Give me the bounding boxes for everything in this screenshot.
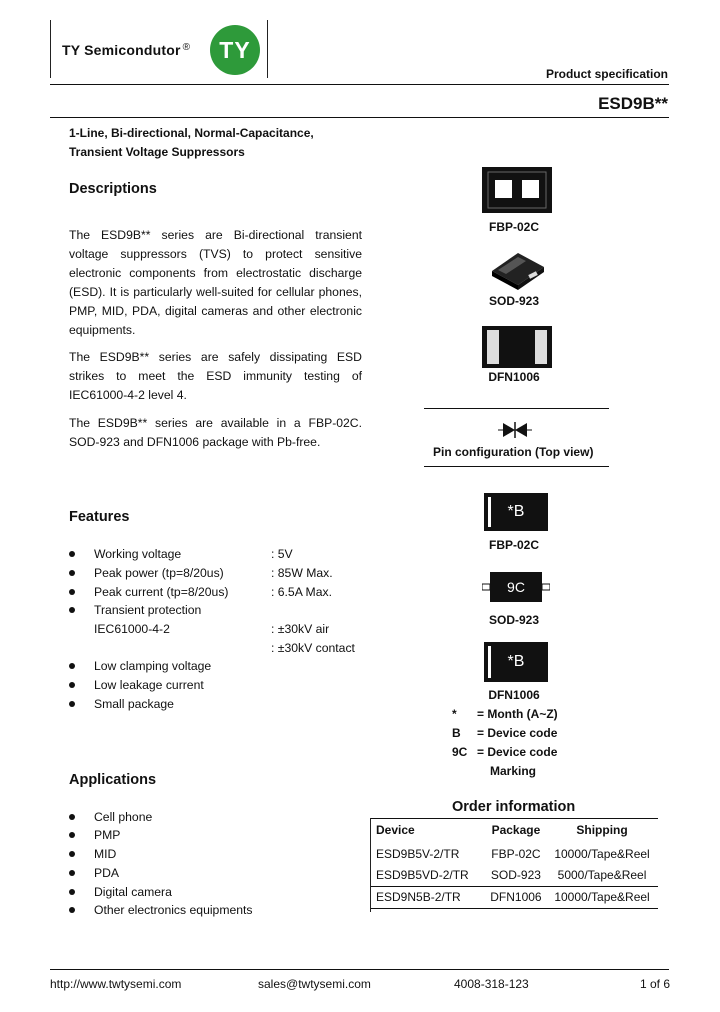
bullet-icon: [69, 682, 75, 688]
table-row: [370, 887, 658, 909]
application-item: Digital camera: [94, 885, 172, 899]
header-left-divider: [50, 20, 51, 78]
bullet-icon: [69, 570, 75, 576]
package-cell: FBP-02C: [491, 847, 541, 861]
header-rule-2: [50, 117, 669, 118]
bullet-icon: [69, 870, 75, 876]
legend-description: = Device code: [477, 745, 558, 759]
bullet-icon: [69, 551, 75, 557]
order-table-left-border: [370, 818, 371, 912]
legend-description: = Device code: [477, 726, 558, 740]
dfn-marking-code: *B: [507, 653, 525, 670]
feature-label: Low leakage current: [94, 678, 204, 692]
applications-heading: Applications: [69, 772, 157, 788]
bidirectional-tvs-symbol-icon: [498, 420, 532, 440]
device-cell: ESD9B5VD-2/TR: [376, 868, 469, 882]
application-item: PDA: [94, 866, 120, 880]
feature-label: Transient protection: [94, 603, 202, 617]
legend-symbol: B: [452, 726, 461, 740]
bullet-icon: [69, 889, 75, 895]
footer-email-link[interactable]: sales@twtysemi.com: [258, 977, 371, 991]
feature-label: Low clamping voltage: [94, 659, 212, 673]
shipping-cell: 5000/Tape&Reel: [557, 868, 647, 882]
fbp-02c-marking-label: FBP-02C: [488, 538, 539, 552]
dfn1006-marking-label: DFN1006: [488, 688, 540, 702]
brand-text: TY Semicondutor: [62, 42, 181, 58]
feature-label: Small package: [94, 697, 174, 711]
legend-description: = Month (A~Z): [477, 707, 558, 721]
dfn1006-marking-box: [484, 642, 548, 682]
marking-caption: Marking: [490, 764, 537, 778]
features-heading: Features: [69, 509, 130, 525]
sod-marking-code: 9C: [507, 579, 525, 595]
fbp-02c-package-icon: [482, 167, 552, 213]
application-item: MID: [94, 847, 117, 861]
feature-label: Working voltage: [94, 547, 182, 561]
bullet-icon: [69, 663, 75, 669]
sod-923-label: SOD-923: [488, 294, 540, 308]
description-paragraph-1: The ESD9B** series are Bi-directional transient voltage suppressors (TVS) to protect sensitive electronic components from electrostatic discharge (ESD). It is particularly well-suited for cellular phones, PMP, MID, PDA, digital cameras and other electronic equipments.: [69, 228, 362, 337]
pin-config-bottom-rule: [424, 466, 609, 467]
descriptions-heading: Descriptions: [69, 181, 157, 197]
fbp-02c-marking-box: [484, 493, 548, 531]
feature-value: : 5V: [271, 547, 293, 561]
sod-923-package-icon: [488, 245, 548, 291]
pin-config-top-rule: [424, 408, 609, 409]
column-header-device: Device: [376, 823, 415, 837]
column-header-package: Package: [491, 823, 541, 837]
legend-symbol: *: [452, 707, 457, 721]
feature-value: : 85W Max.: [271, 566, 333, 580]
package-cell: SOD-923: [490, 868, 541, 882]
registered-mark: ®: [182, 42, 191, 53]
bullet-icon: [69, 589, 75, 595]
device-cell: ESD9B5V-2/TR: [376, 847, 460, 861]
bullet-icon: [69, 851, 75, 857]
footer-website-link[interactable]: http://www.twtysemi.com: [50, 977, 182, 991]
package-cell: DFN1006: [490, 890, 542, 904]
fbp-marking-code: *B: [507, 503, 525, 520]
table-row: [370, 865, 658, 887]
table-row: [370, 844, 658, 865]
footer-rule: [50, 969, 669, 970]
description-paragraph-3: The ESD9B** series are available in a FBP-02C. SOD-923 and DFN1006 package with Pb-free.: [69, 416, 362, 449]
application-item: PMP: [94, 828, 121, 842]
logo-text: TY: [219, 37, 251, 63]
legend-symbol: 9C: [452, 745, 468, 759]
feature-label: Peak current (tp=8/20us): [94, 585, 229, 599]
column-header-shipping: Shipping: [576, 823, 628, 837]
feature-label: Peak power (tp=8/20us): [94, 566, 224, 580]
application-item: Other electronics equipments: [94, 903, 253, 917]
header-right-divider: [267, 20, 268, 78]
product-spec-label: Product specification: [545, 67, 668, 81]
description-paragraph-2: The ESD9B** series are safely dissipating ESD strikes to meet the ESD immunity testing of IEC61000-4-2 level 4.: [69, 350, 362, 402]
order-table: [370, 818, 658, 909]
feature-value: : 6.5A Max.: [271, 585, 332, 599]
dfn1006-package-icon: [482, 326, 552, 368]
fbp-02c-label: FBP-02C: [488, 220, 539, 234]
feature-value: : ±30kV air: [271, 622, 330, 636]
order-info-heading: Order information: [452, 799, 576, 815]
bullet-icon: [69, 814, 75, 820]
dfn1006-label: DFN1006: [488, 370, 540, 384]
company-logo: [210, 25, 260, 75]
application-item: Cell phone: [94, 810, 153, 824]
bullet-icon: [69, 607, 75, 613]
shipping-cell: 10000/Tape&Reel: [554, 890, 650, 904]
feature-label: IEC61000-4-2: [94, 622, 170, 636]
bullet-icon: [69, 907, 75, 913]
footer-phone: 4008-318-123: [454, 977, 529, 991]
subtitle-line1: 1-Line, Bi-directional, Normal-Capacitance,: [69, 126, 314, 140]
brand-name: [62, 42, 190, 58]
bullet-icon: [69, 832, 75, 838]
sod-923-marking-label: SOD-923: [488, 613, 540, 627]
footer-page-number: 1 of 6: [640, 977, 671, 991]
feature-value: : ±30kV contact: [271, 641, 355, 655]
pin-config-caption: Pin configuration (Top view): [433, 445, 594, 459]
subtitle-line2: Transient Voltage Suppressors: [69, 145, 245, 159]
model-number: ESD9B**: [598, 94, 668, 113]
device-cell: ESD9N5B-2/TR: [376, 890, 461, 904]
bullet-icon: [69, 701, 75, 707]
header-rule: [50, 84, 669, 85]
table-header-row: [370, 819, 658, 845]
shipping-cell: 10000/Tape&Reel: [554, 847, 650, 861]
